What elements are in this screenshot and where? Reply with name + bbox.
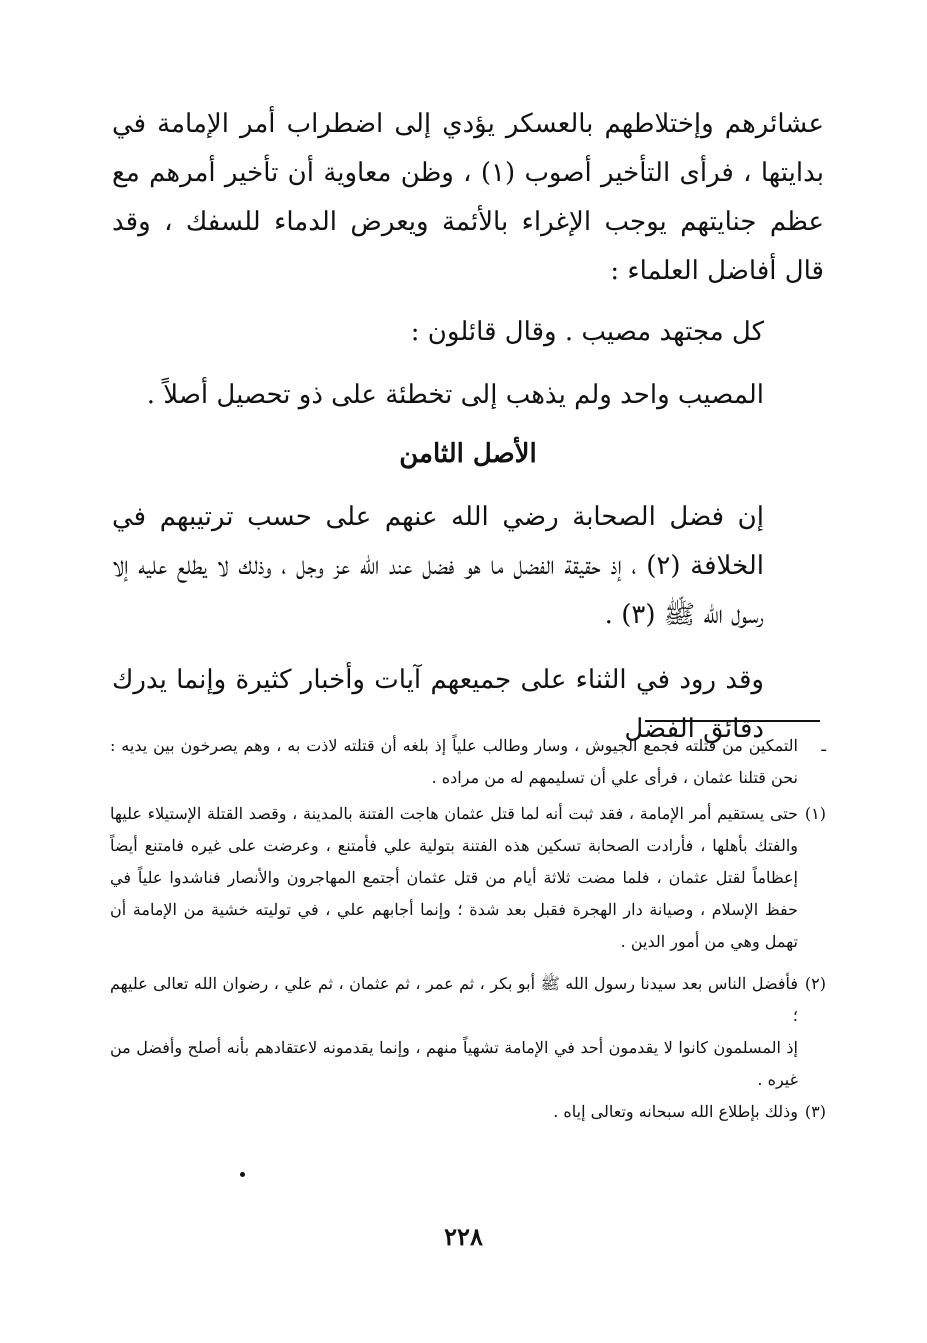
footnote-number: (١) [804, 804, 826, 823]
footnote-3 [110, 1096, 826, 1128]
page-number: ٢٢٨ [444, 1222, 483, 1251]
paragraph: المصيب واحد ولم يذهب إلى تخطئة على ذو تحصيل أصلاً . [146, 380, 764, 410]
paragraph: عشائرهم وإختلاطهم بالعسكر يؤدي إلى اضطراب أمر الإمامة في بدايتها ، فرأى التأخير أصوب (١) ، وظن معاوية أن تأخير أمرهم مع عظم جنايتهم يوجب الإغراء بالأئمة ويعرض الدماء للسفك ، وقد قال أفاضل العلماء : [112, 109, 824, 286]
footnote-2-continuation: إذ المسلمون كانوا لا يقدمون أحد في الإمامة تشهياً منهم ، وإنما يقدمونه لاعتقادهم بأنه أصلح وأفضل من غيره . [110, 1038, 799, 1089]
footnotes [110, 730, 826, 1128]
footnote-separator [645, 720, 820, 722]
continuation-marker: ـ [821, 736, 826, 755]
footnote-1 [110, 798, 826, 958]
footnote-number: (٣) [804, 1102, 826, 1121]
main-text [112, 100, 824, 754]
footnote-text: وذلك بإطلاع الله سبحانه وتعالى إياه . [553, 1102, 798, 1121]
section-heading: الأصل الثامن [399, 439, 537, 469]
paragraph: إن فضل الصحابة رضي الله عنهم على حسب ترتيبهم في الخلافة (٢) ، إذ حقيقة الفضل ما هو فضل عند الله عز وجل ، وذلك لا يطلع عليه إلا رسول الله ﷺ (٣) . [112, 502, 764, 630]
footnote-2 [110, 968, 826, 1032]
footnote-number: (٢) [804, 974, 826, 993]
footnote-text: التمكين من قتلته فجمع الجيوش ، وسار وطالب علياً إذ بلغه أن قتلته لاذت به ، وهم يصرخون بين يديه : نحن قتلنا عثمان ، فرأى علي أن تسليمهم له من مراده . [110, 736, 798, 787]
ink-dot [240, 1172, 245, 1177]
paragraph: وقد رود في الثناء على جميعهم آيات وأخبار كثيرة وإنما يدرك دقائق الفضل [112, 665, 764, 744]
footnote-continuation [110, 730, 826, 794]
footnote-text: حتى يستقيم أمر الإمامة ، فقد ثبت أنه لما قتل عثمان هاجت الفتنة بالمدينة ، وقصد القتلة الإستيلاء عليها والفتك بأهلها ، فأرادت الصحابة تسكين هذه الفتنة بتولية علي فأمتنع ، وعرضت على غيره فامتنع أيضاً إعظاماً لقتل عثمان ، فلما مضت ثلاثة أيام من قتل عثمان أجتمع المهاجرون والأنصار فناشدوا علياً في حفظ الإسلام ، وصيانة دار الهجرة فقبل بعد شدة ؛ وإنما أجابهم علي ، في توليته خشية من الإمامة أن تهمل وهي من أمور الدين . [110, 804, 799, 951]
paragraph: كل مجتهد مصيب . وقال قائلون : [410, 317, 764, 347]
footnote-text: فأفضل الناس بعد سيدنا رسول الله ﷺ أبو بكر ، ثم عمر ، ثم عثمان ، ثم علي ، رضوان الله تعالى عليهم ؛ [110, 974, 798, 1025]
